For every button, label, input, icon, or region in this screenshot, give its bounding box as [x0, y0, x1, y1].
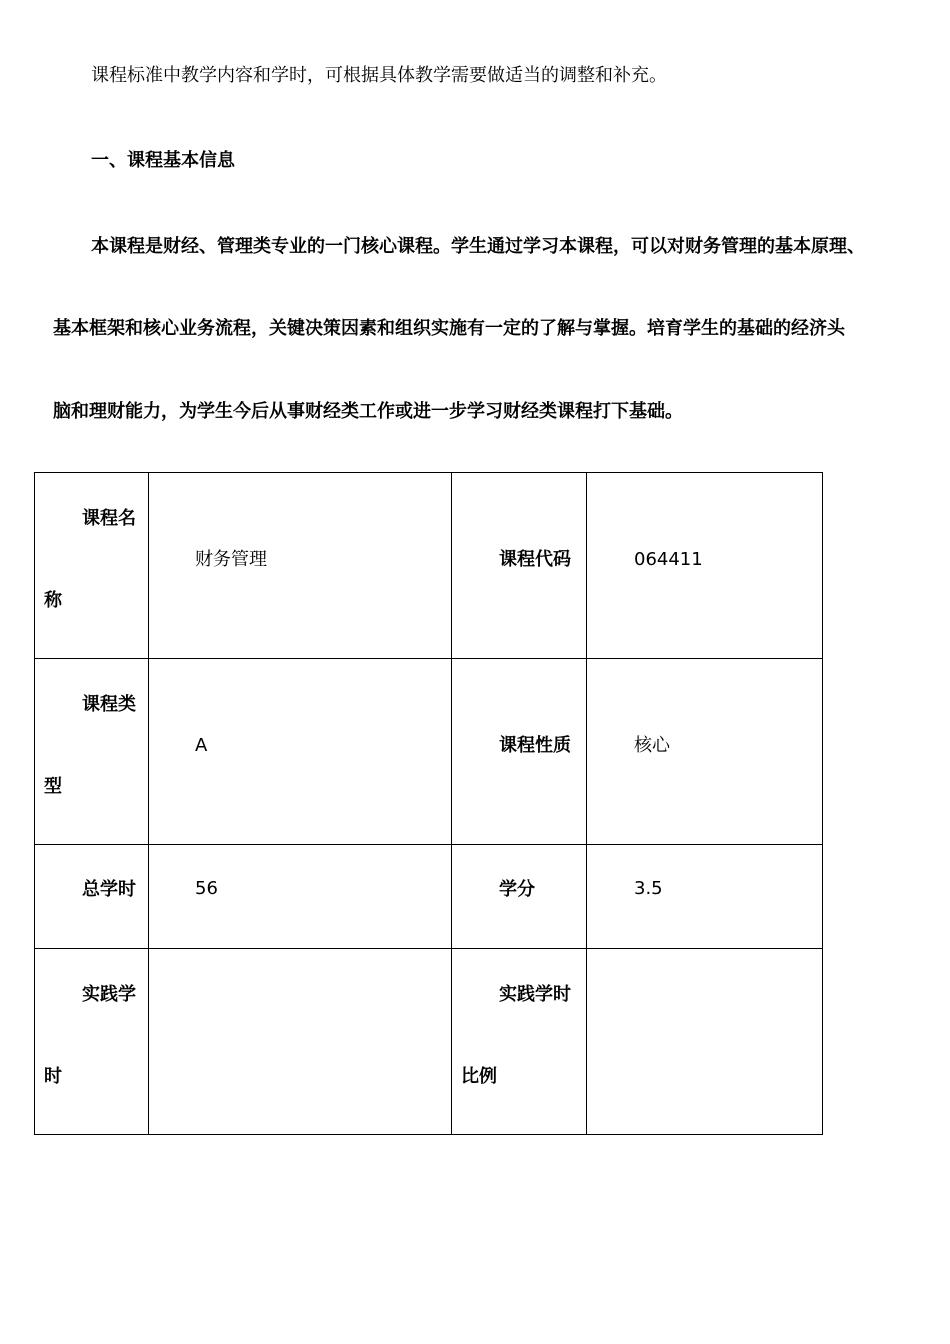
course-type-value: A — [195, 735, 208, 756]
practice-hours-label-cell — [35, 949, 149, 1135]
course-code-label: 课程代码 — [499, 549, 571, 570]
credits-label: 学分 — [499, 879, 535, 900]
description-line-2: 基本框架和核心业务流程，关键决策因素和组织实施有一定的了解与掌握。培育学生的基础的经济头 — [53, 318, 845, 339]
description-line-3: 脑和理财能力，为学生今后从事财经类工作或进一步学习财经类课程打下基础。 — [53, 401, 683, 422]
practice-ratio-label-cell — [452, 949, 587, 1135]
intro-paragraph: 课程标准中教学内容和学时，可根据具体教学需要做适当的调整和补充。 — [91, 65, 667, 86]
table-row — [35, 845, 823, 949]
practice-ratio-label-cont: 比例 — [461, 1066, 497, 1087]
practice-hours-label: 实践学 — [82, 984, 136, 1005]
total-hours-label-cell — [35, 845, 149, 949]
total-hours-label: 总学时 — [82, 879, 136, 900]
practice-hours-label-cont: 时 — [44, 1066, 62, 1087]
table-row — [35, 473, 823, 659]
course-name-value: 财务管理 — [195, 549, 267, 570]
course-type-value-cell — [149, 659, 452, 845]
practice-hours-value-cell — [149, 949, 452, 1135]
table-row — [35, 659, 823, 845]
course-nature-value-cell — [587, 659, 823, 845]
credits-label-cell — [452, 845, 587, 949]
course-name-label-cont: 称 — [44, 590, 62, 611]
course-type-label-cell — [35, 659, 149, 845]
course-name-label: 课程名 — [82, 508, 136, 529]
practice-ratio-label: 实践学时 — [499, 984, 571, 1005]
credits-value-cell — [587, 845, 823, 949]
course-type-label-cont: 型 — [44, 776, 62, 797]
practice-ratio-value-cell — [587, 949, 823, 1135]
table-row — [35, 949, 823, 1135]
total-hours-value-cell — [149, 845, 452, 949]
total-hours-value: 56 — [195, 878, 218, 899]
course-nature-label-cell — [452, 659, 587, 845]
course-nature-label: 课程性质 — [499, 735, 571, 756]
course-code-label-cell — [452, 473, 587, 659]
course-name-value-cell — [149, 473, 452, 659]
course-code-value-cell — [587, 473, 823, 659]
description-line-1: 本课程是财经、管理类专业的一门核心课程。学生通过学习本课程，可以对财务管理的基本原理、 — [91, 236, 865, 257]
course-info-table — [34, 472, 823, 1135]
course-nature-value: 核心 — [634, 735, 670, 756]
course-name-label-cell — [35, 473, 149, 659]
course-type-label: 课程类 — [82, 694, 136, 715]
section-heading: 一、课程基本信息 — [91, 150, 235, 171]
course-code-value: 064411 — [634, 549, 703, 570]
credits-value: 3.5 — [634, 878, 663, 899]
